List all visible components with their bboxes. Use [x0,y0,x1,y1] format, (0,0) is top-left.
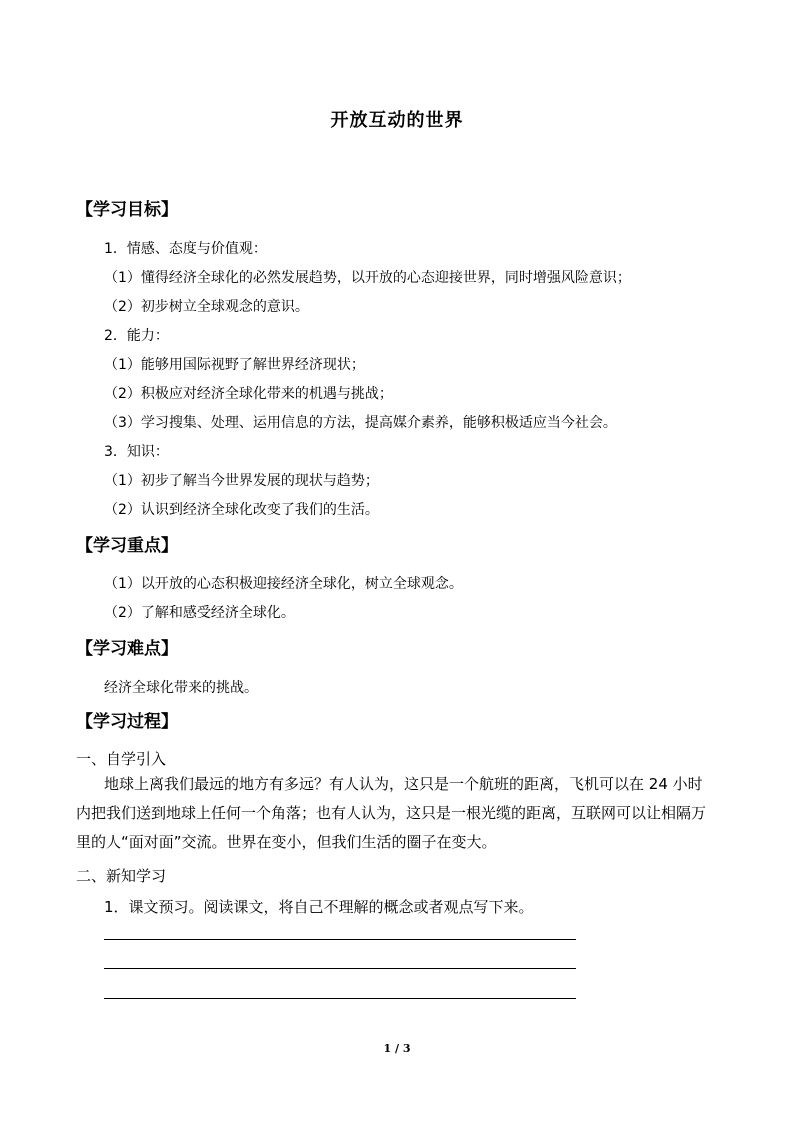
document-title: 开放互动的世界 [330,110,464,131]
answer-line [104,998,576,999]
objective-line: （1）初步了解当今世界发展的现状与趋势； [104,473,379,489]
page-number: 1 / 3 [383,1042,411,1055]
objective-line: （3）学习搜集、处理、运用信息的方法，提高媒介素养，能够积极适应当今社会。 [104,415,617,431]
section-heading-keypoints: 【学习重点】 [76,536,178,556]
objective-line: 3．知识： [104,444,169,460]
answer-line [104,968,576,969]
task-line: 1．课文预习。阅读课文，将自己不理解的概念或者观点写下来。 [104,898,534,916]
objective-line: 1．情感、态度与价值观： [104,241,267,257]
keypoint-line: （2）了解和感受经济全球化。 [104,605,295,621]
objective-line: （1）懂得经济全球化的必然发展趋势，以开放的心态迎接世界，同时增强风险意识； [104,270,631,286]
subsection-heading: 二、新知学习 [76,867,167,885]
answer-line [104,939,576,940]
section-heading-objectives: 【学习目标】 [76,200,178,220]
section-heading-difficulty: 【学习难点】 [76,639,178,659]
subsection-heading: 一、自学引入 [76,750,167,768]
section-heading-process: 【学习过程】 [76,712,178,732]
keypoint-line: （1）以开放的心态积极迎接经济全球化，树立全球观念。 [104,576,463,592]
objective-line: （2）初步树立全球观念的意识。 [104,299,309,315]
intro-paragraph: 地球上离我们最远的地方有多远？有人认为，这只是一个航班的距离，飞机可以在 24 小时内把我们送到地球上任何一个角落；也有人认为，这只是一根光缆的距离，互联网可以让相隔万里的人“面对面”交流。世界在变小，但我们生活的圈子在变大。 [76,775,707,851]
objective-line: （1）能够用国际视野了解世界经济现状； [104,357,365,373]
objective-line: （2）认识到经济全球化改变了我们的生活。 [104,502,379,518]
difficulty-text: 经济全球化带来的挑战。 [104,680,258,696]
objective-line: 2．能力： [104,328,169,344]
objective-line: （2）积极应对经济全球化带来的机遇与挑战； [104,386,393,402]
